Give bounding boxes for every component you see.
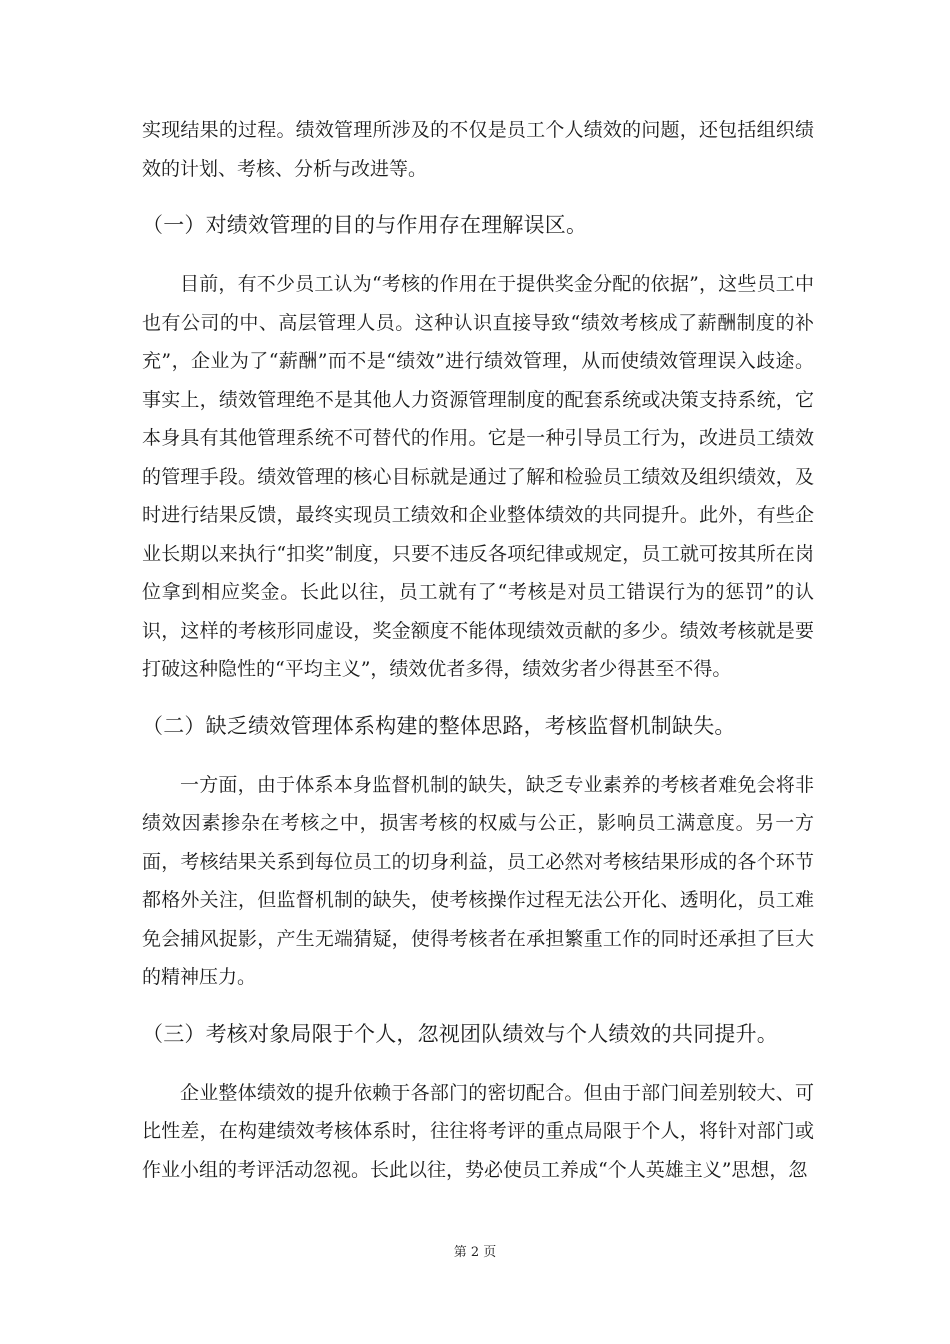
section-body-1: 目前，有不少员工认为“考核的作用在于提供奖金分配的依据”，这些员工中也有公司的中、高层管理人员。这种认识直接导致“绩效考核成了薪酬制度的补充”，企业为了“薪酬”而不是“绩效”进行绩效管理，从而使绩效管理误入歧途。事实上，绩效管理绝不是其他人力资源管理制度的配套系统或决策支持系统，它本身具有其他管理系统不可替代的作用。它是一种引导员工行为，改进员工绩效的管理手段。绩效管理的核心目标就是通过了解和检验员工绩效及组织绩效，及时进行结果反馈，最终实现员工绩效和企业整体绩效的共同提升。此外，有些企业长期以来执行“扣奖”制度，只要不违反各项纪律或规定，员工就可按其所在岗位拿到相应奖金。长此以往，员工就有了“考核是对员工错误行为的惩罚”的认识，这样的考核形同虚设，奖金额度不能体现绩效贡献的多少。绩效考核就是要打破这种隐性的“平均主义”，绩效优者多得，绩效劣者少得甚至不得。 <box>142 273 814 680</box>
intro-paragraph: 实现结果的过程。绩效管理所涉及的不仅是员工个人绩效的问题，还包括组织绩效的计划、考核、分析与改进等。 <box>142 119 814 180</box>
section-body-3: 企业整体绩效的提升依赖于各部门的密切配合。但由于部门间差别较大、可比性差，在构建绩效考核体系时，往往将考评的重点局限于个人，将针对部门或作业小组的考评活动忽视。长此以往，势必使员工养成“个人英雄主义”思想，忽 <box>142 1081 814 1181</box>
section-heading-3: （三）考核对象局限于个人，忽视团队绩效与个人绩效的共同提升。 <box>142 1021 778 1046</box>
page-number: 第 2 页 <box>453 1245 497 1260</box>
page-content <box>142 111 814 1189</box>
section-heading-2: （二）缺乏绩效管理体系构建的整体思路，考核监督机制缺失。 <box>142 713 736 738</box>
section-body-2: 一方面，由于体系本身监督机制的缺失，缺乏专业素养的考核者难免会将非绩效因素掺杂在考核之中，损害考核的权威与公正，影响员工满意度。另一方面，考核结果关系到每位员工的切身利益，员工必然对考核结果形成的各个环节都格外关注，但监督机制的缺失，使考核操作过程无法公开化、透明化，员工难免会捕风捉影，产生无端猜疑，使得考核者在承担繁重工作的同时还承担了巨大的精神压力。 <box>142 773 814 988</box>
section-heading-1: （一）对绩效管理的目的与作用存在理解误区。 <box>142 213 588 237</box>
